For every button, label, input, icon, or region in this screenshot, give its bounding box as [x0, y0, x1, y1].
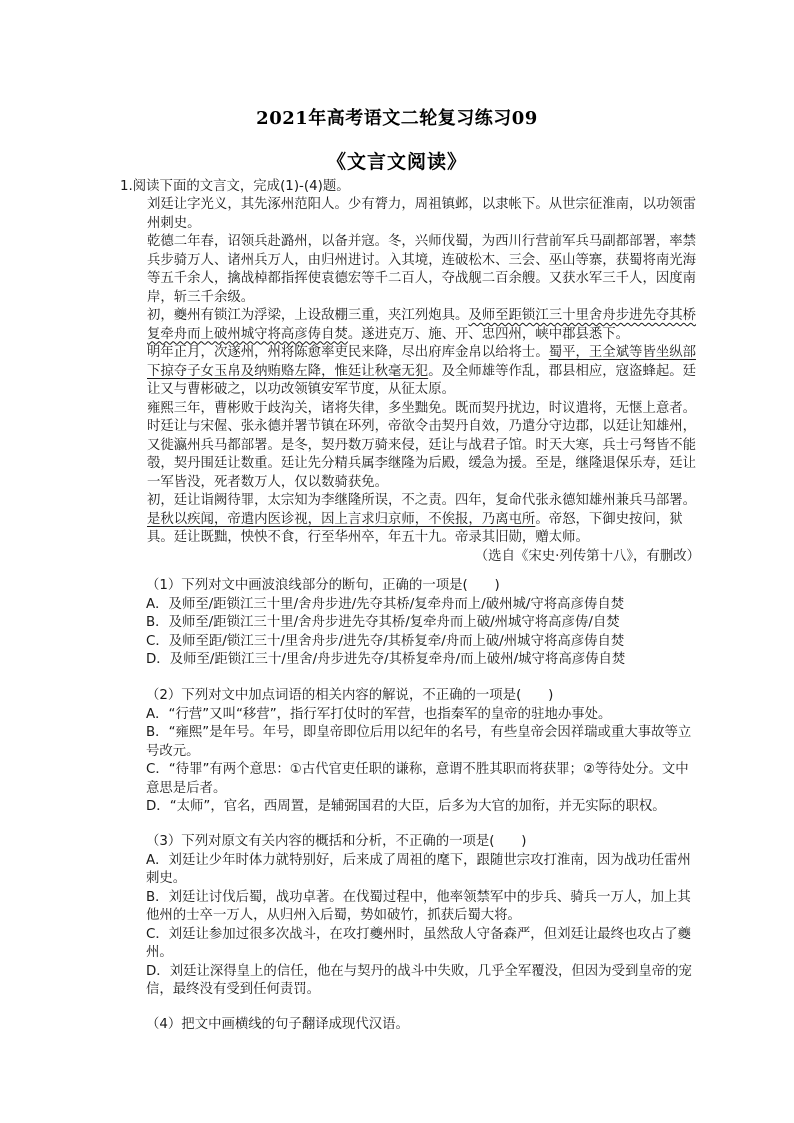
passage-text: 初，夔州有锁江为浮梁，上设敌棚三重，夹江列炮具。: [147, 308, 469, 323]
passage-paragraph: 雍熙三年，曹彬败于歧沟关，诸将失律，多坐黜免。既而契丹扰边，时议遣将，无惬上意者。时廷让与宋偓、张永德并署节镇在环列，帝欲令击契丹自效，乃遣分守边郡，以廷让知雄州，又徙瀛州兵马都部署。是冬，契丹数万骑来侵，廷让与战君子馆。时天大寒，兵士弓弩皆不能彀，契丹围廷让数重。廷让先分精兵属李继隆为后殿，缓急为援。至是，继隆退保乐寿，廷让一军皆没，死者数万人，仅以数骑获免。: [147, 400, 697, 490]
option-a: A．“行营”又叫“移营”，指行军打仗时的军营，也指秦军的皇帝的驻地办事处。: [146, 706, 612, 722]
classical-passage: [147, 196, 700, 566]
passage-source: （选自《宋史·列传第十八》，有删改）: [474, 548, 700, 564]
wavy-underlined-sentence: 及师至距锁江三十里舍舟步进先夺其桥复牵舟而上破州城守将高彦俦自焚: [147, 308, 697, 342]
question-stem: （3）下列对原文有关内容的概括和分析，不正确的一项是( ): [146, 834, 527, 849]
passage-text: 。及全师雄等作乱，郡县相应，寇盗蜂起。廷让又与曹彬破之，以功改领镇安军节度，从征太原。: [147, 363, 697, 397]
question-4: [146, 1016, 701, 1035]
passage-text: 初，廷让诣阙待罪，太宗知为李继隆所误，不之责。四年，复命代张永德知雄州兼兵马部署。: [147, 493, 697, 508]
question-intro: 1.阅读下面的文言文，完成(1)-(4)题。: [120, 179, 350, 194]
option-c: C．刘廷让参加过很多次战斗，在攻打夔州时，虽然敌人守备森严，但刘廷让最终也攻占了夔州。: [146, 926, 691, 960]
option-a: A．刘廷让少年时体力就特别好，后来成了周祖的麾下，跟随世宗攻打淮南，因为战功任雷州刺史。: [146, 852, 691, 886]
question-stem: （2）下列对文中加点词语的相关内容的解说，不正确的一项是( ): [146, 688, 554, 703]
passage-text: 。帝怒，下御史按问，狱具。廷让既黜，怏怏不食，行至华州卒，年五十九。帝录其旧勋，赠太师。: [147, 511, 683, 545]
option-a: A．及师至/距锁江三十里/舍舟步进/先夺其桥/复牵舟而上/破州城/守将高彦俦自焚: [146, 596, 625, 612]
option-b: B．“雍熙”是年号。年号，即皇帝即位后用以纪年的名号，有些皇帝会因祥瑞或重大事故等立号改元。: [146, 725, 692, 759]
option-c: C．“待罪”有两个意思：①古代官吏任职的谦称，意谓不胜其职而将获罪；②等待处分。文中意思是后者。: [146, 762, 689, 796]
option-d: D．及师至/距锁江三十/里舍/舟步进先夺/其桥复牵舟/而上破州/城守将高彦俦自焚: [146, 652, 626, 667]
underlined-sentence: 蜀平，王全斌等皆坐纵部下掠夺子女玉帛及纳贿赂左降，惟廷让秋毫无犯: [147, 345, 697, 379]
option-b: B．及师至/距锁江三十里/舍舟步进先夺其桥/复牵舟而上破/州城守将高彦俦/自焚: [146, 615, 620, 630]
passage-paragraph: 刘廷让字光义，其先涿州范阳人。少有膂力，周祖镇邺，以隶帐下。从世宗征淮南，以功领雷州刺史。: [147, 197, 697, 231]
option-b: B．刘廷让讨伐后蜀，战功卓著。在伐蜀过程中，他率领禁军中的步兵、骑兵一万人，加上其他州的士卒一万人，从归州入后蜀，势如破竹，抓获后蜀大将。: [146, 889, 691, 923]
passage-text: 。遂进克万、施、开、忠四州，峡中郡县悉下。: [347, 326, 630, 342]
document-subtitle: 《文言文阅读》: [326, 151, 467, 173]
passage-paragraph: [147, 492, 700, 548]
option-d: D．“太师”，官名，西周置，是辅弼国君的大臣，后多为大官的加衔，并无实际的职权。: [146, 799, 666, 814]
passage-paragraph: 乾德二年春，诏领兵赴潞州，以备并寇。冬，兴师伐蜀，为西川行营前军兵马副都部署，率禁兵步骑万人、诸州兵万人，由归州进讨。入其境，连破松木、三会、巫山等寨，获蜀将南光海等五千余人，擒战棹都指挥使袁德宏等千二百人，夺战舰二百余艘。又获水军三千人，因度南岸，斩三千余级。: [147, 234, 697, 305]
passage-text: 明年正月，次遂州，州将陈愈率吏民来降，尽出府库金帛以给将士。: [147, 345, 549, 360]
passage-paragraph: [147, 344, 700, 400]
question-2: [146, 687, 701, 817]
option-c: C．及师至距/锁江三十/里舍舟步/进先夺/其桥复牵/舟而上破/州城守将高彦俦自焚: [146, 633, 625, 649]
question-stem: （1）下列对文中画波浪线部分的断句，正确的一项是( ): [146, 578, 500, 593]
question-3: [146, 833, 701, 1000]
passage-paragraph: [147, 307, 700, 344]
question-1: [146, 577, 701, 670]
document-title: 2021年高考语文二轮复习练习09: [256, 108, 538, 129]
underlined-sentence: 是秋以疾闻，帝遣内医诊视，因上言求归京师，不俟报，乃离屯所: [147, 511, 536, 527]
question-stem: （4）把文中画横线的句子翻译成现代汉语。: [146, 1017, 409, 1032]
option-d: D．刘廷让深得皇上的信任，他在与契丹的战斗中失败，几乎全军覆没，但因为受到皇帝的宠信，最终没有受到任何责罚。: [146, 963, 692, 997]
